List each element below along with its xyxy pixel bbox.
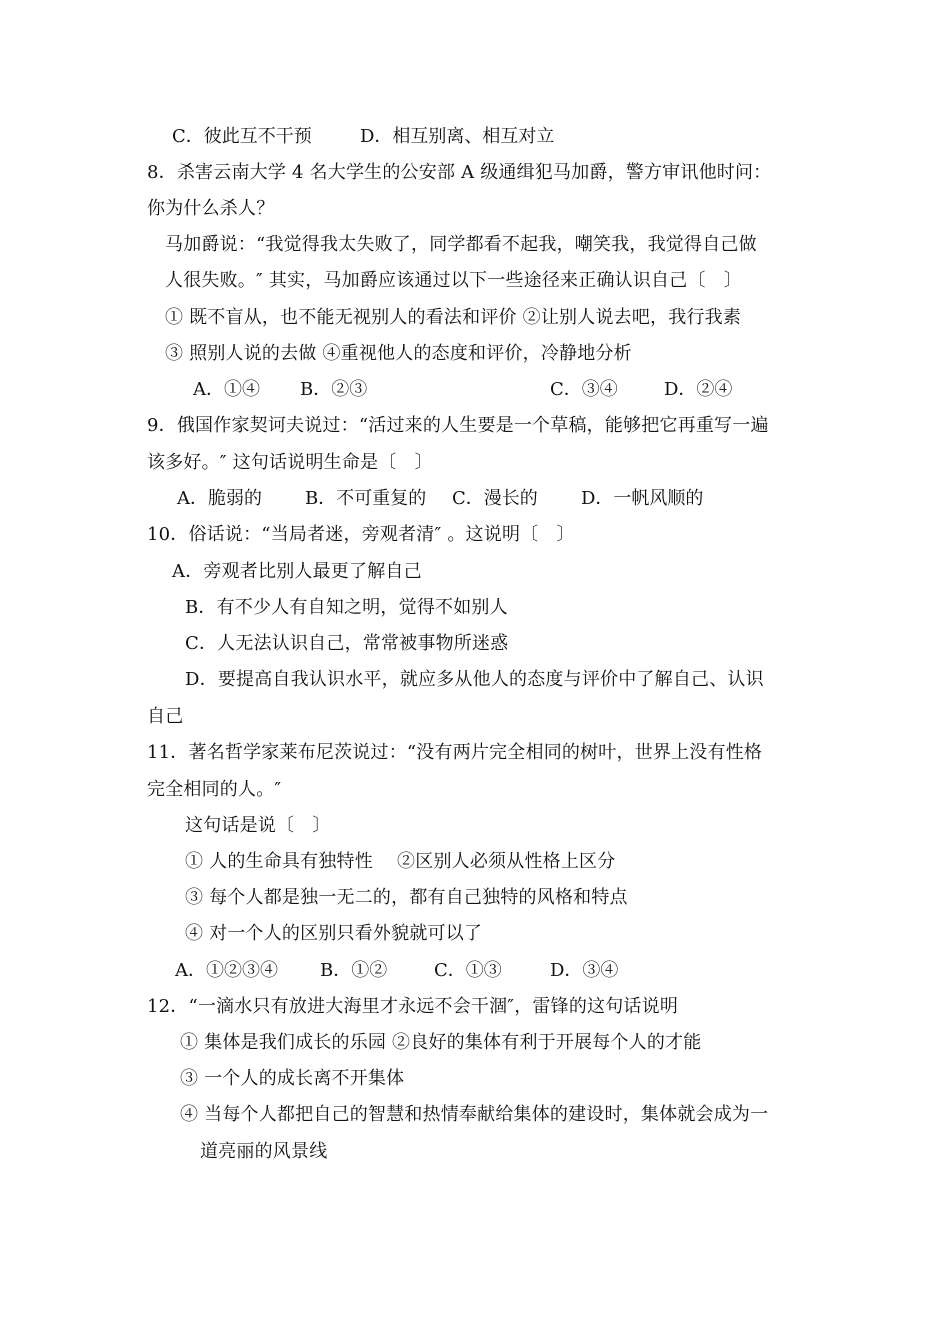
- q8-option-a: A．①④: [193, 379, 260, 400]
- q11-choice-1-2: ① 人的生命具有独特性 ②区别人必须从性格上区分: [185, 851, 616, 872]
- q11-option-d: D．③④: [550, 960, 619, 981]
- q8-option-b: B．②③: [300, 379, 368, 400]
- q11-option-c: C．①③: [434, 960, 502, 981]
- q7-option-c: C．彼此互不干预: [172, 126, 312, 147]
- q8-choice-line1: ① 既不盲从，也不能无视别人的看法和评价 ②让别人说去吧，我行我素: [165, 307, 742, 328]
- q12-choice-4-line1: ④ 当每个人都把自己的智慧和热情奉献给集体的建设时，集体就会成为一: [180, 1104, 769, 1125]
- q11-prompt: 这句话是说〔 〕: [185, 815, 331, 836]
- q9-option-b: B．不可重复的: [305, 488, 427, 509]
- q10-option-b: B．有不少人有自知之明，觉得不如别人: [185, 597, 508, 618]
- q9-option-d: D．一帆风顺的: [581, 488, 704, 509]
- q11-stem-line1: 11．著名哲学家莱布尼茨说过：“没有两片完全相同的树叶，世界上没有性格: [147, 742, 763, 763]
- q11-choice-4: ④ 对一个人的区别只看外貌就可以了: [185, 923, 483, 944]
- q11-choice-3: ③ 每个人都是独一无二的，都有自己独特的风格和特点: [185, 887, 628, 908]
- q8-quote-line2: 人很失败。″ 其实，马加爵应该通过以下一些途径来正确认识自己〔 〕: [165, 270, 743, 291]
- q12-choice-1-2: ① 集体是我们成长的乐园 ②良好的集体有利于开展每个人的才能: [180, 1032, 702, 1053]
- q10-option-c: C．人无法认识自己，常常被事物所迷惑: [185, 633, 509, 654]
- q8-quote-line1: 马加爵说：“我觉得我太失败了，同学都看不起我，嘲笑我，我觉得自己做: [165, 234, 757, 255]
- q8-option-d: D．②④: [664, 379, 733, 400]
- q12-stem: 12．“一滴水只有放进大海里才永远不会干涸″，雷锋的这句话说明: [147, 996, 679, 1017]
- q9-stem-line1: 9．俄国作家契诃夫说过：“活过来的人生要是一个草稿，能够把它再重写一遍: [147, 415, 769, 436]
- q10-option-d-line2: 自己: [147, 706, 184, 727]
- q9-option-a: A．脆弱的: [177, 488, 262, 509]
- q10-stem: 10．俗话说：“当局者迷，旁观者清″ 。这说明〔 〕: [147, 524, 575, 545]
- q8-stem-line1: 8．杀害云南大学 4 名大学生的公安部 A 级通缉犯马加爵，警方审讯他时问：: [147, 162, 772, 183]
- q10-option-a: A．旁观者比别人最更了解自己: [172, 561, 422, 582]
- q10-option-d-line1: D．要提高自我认识水平，就应多从他人的态度与评价中了解自己、认识: [185, 669, 764, 690]
- q8-option-c: C．③④: [550, 379, 618, 400]
- q12-choice-4-line2: 道亮丽的风景线: [200, 1141, 328, 1162]
- q12-choice-3: ③ 一个人的成长离不开集体: [180, 1068, 405, 1089]
- q8-stem-line2: 你为什么杀人？: [147, 198, 275, 219]
- q8-choice-line2: ③ 照别人说的去做 ④重视他人的态度和评价，冷静地分析: [165, 343, 632, 364]
- q9-stem-line2: 该多好。″ 这句话说明生命是〔 〕: [147, 452, 433, 473]
- q11-option-a: A．①②③④: [175, 960, 278, 981]
- q9-option-c: C．漫长的: [452, 488, 538, 509]
- q11-option-b: B．①②: [320, 960, 388, 981]
- q11-stem-line2: 完全相同的人。″: [147, 779, 282, 800]
- q7-option-d: D．相互别离、相互对立: [360, 126, 555, 147]
